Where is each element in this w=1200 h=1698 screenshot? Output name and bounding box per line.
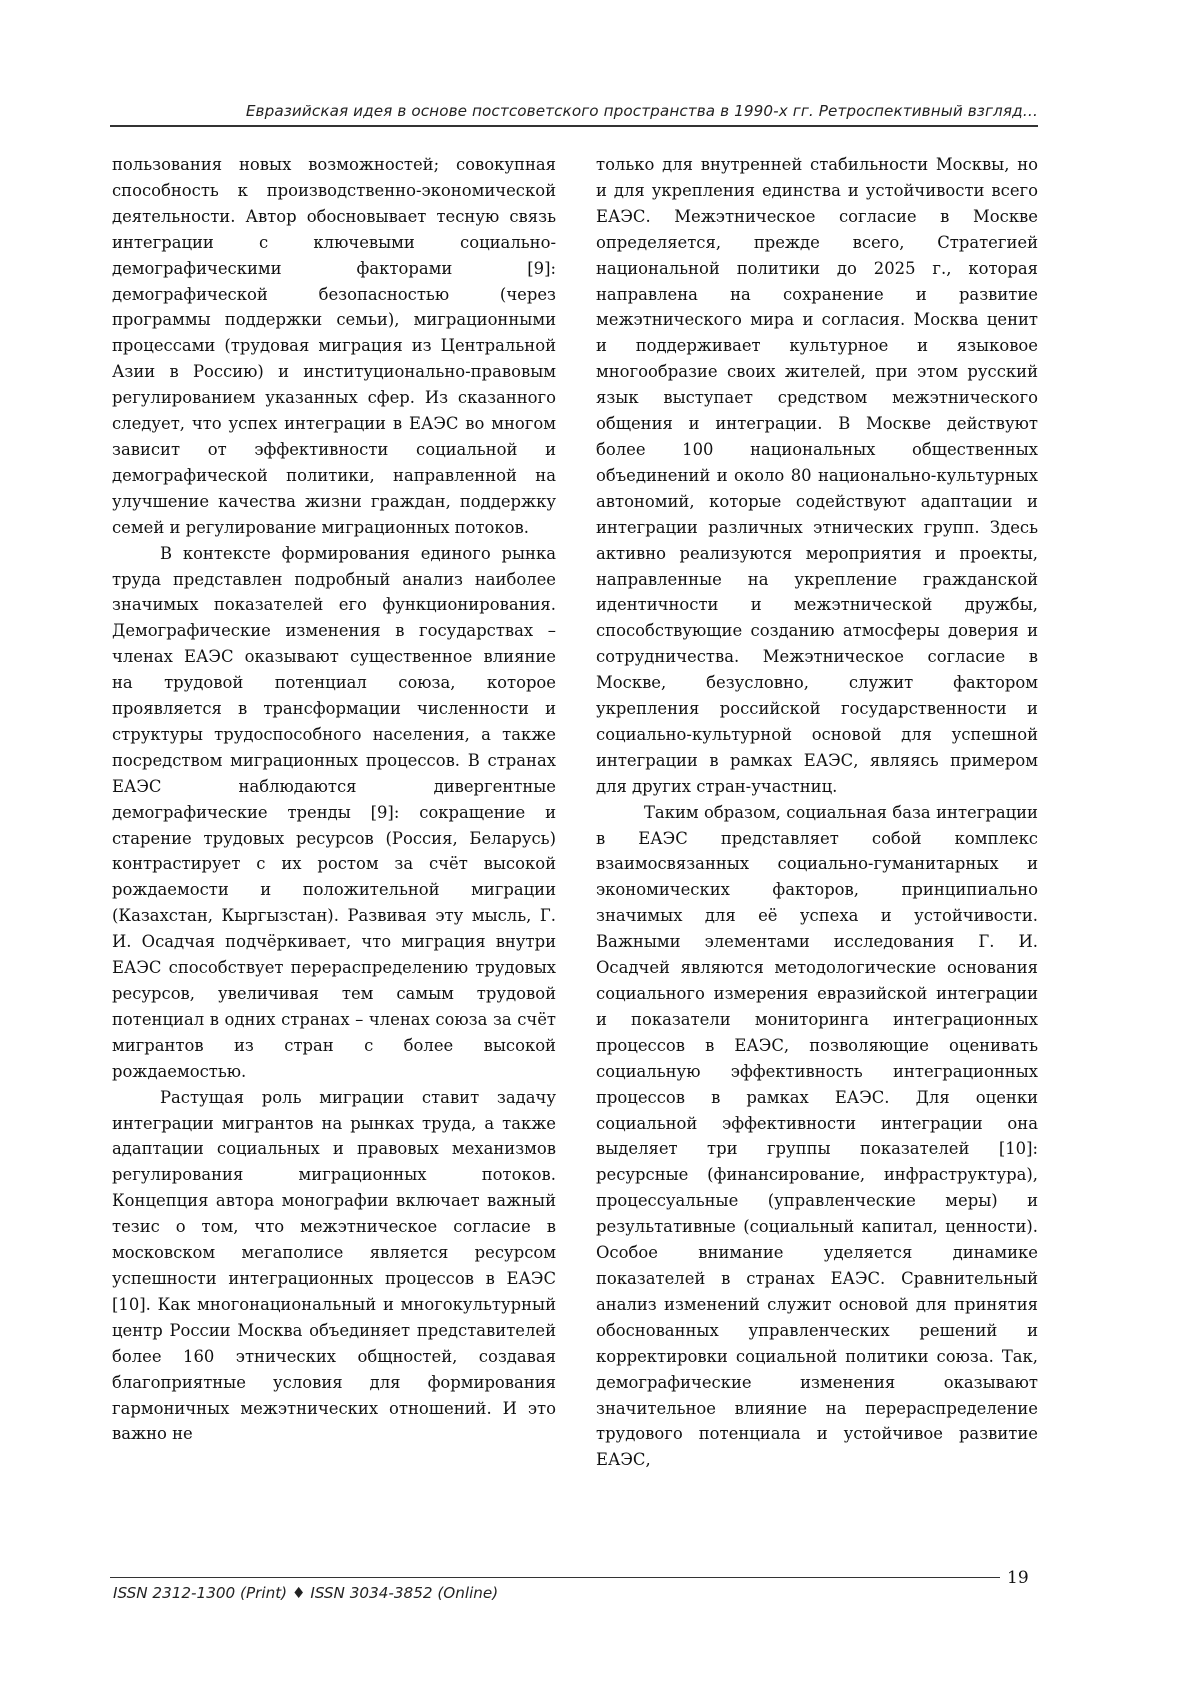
paragraph: пользования новых возможностей; совокупная способность к производственно-экономической деятельности. Автор обосновывает тесную связь интеграции с ключевыми социально-демографическими факторами [9]: демографической безопасностью (через программы поддержки семьи), миграционными процессами (трудовая миграция из Центральной Азии в Россию) и институционально-правовым регулированием указанных сфер. Из сказанного следует, что успех интеграции в ЕАЭС во многом зависит от эффективности социальной и демографической политики, направленной на улучшение качества жизни граждан, поддержку семей и регулирование миграционных потоков. bbox=[112, 155, 556, 537]
paragraph: Таким образом, социальная база интеграции в ЕАЭС представляет собой комплекс взаимосвязанных социально-гуманитарных и экономических факторов, принципиально значимых для её успеха и устойчивости. Важными элементами исследования Г. И. Осадчей являются методологические основания социального измерения евразийской интеграции и показатели мониторинга интеграционных процессов в ЕАЭС, позволяющие оценивать социальную эффективность интеграционных процессов в рамках ЕАЭС. Для оценки социальной эффективности интеграции она выделяет три группы показателей [10]: ресурсные (финансирование, инфраструктура), процессуальные (управленческие меры) и результативные (социальный капитал, ценности). Особое внимание уделяется динамике показателей в странах ЕАЭС. Сравнительный анализ изменений служит основой для принятия обоснованных управленческих решений и корректировки социальной политики союза. Так, демографические изменения оказывают значительное влияние на перераспределение трудового потенциала и устойчивое развитие ЕАЭС, bbox=[596, 802, 1038, 1470]
running-title: Евразийская идея в основе постсоветского пространства в 1990-х гг. Ретроспективный взгляд… bbox=[245, 102, 1038, 120]
right-column bbox=[596, 152, 1038, 1473]
header-rule bbox=[110, 125, 1038, 127]
paragraph: только для внутренней стабильности Москвы, но и для укрепления единства и устойчивости всего ЕАЭС. Межэтническое согласие в Москве определяется, прежде всего, Стратегией национальной политики до 2025 г., которая направлена на сохранение и развитие межэтнического мира и согласия. Москва ценит и поддерживает культурное и языковое многообразие своих жителей, при этом русский язык выступает средством межэтнического общения и интеграции. В Москве действуют более 100 национальных общественных объединений и около 80 национально-культурных автономий, которые содействуют адаптации и интеграции различных этнических групп. Здесь активно реализуются мероприятия и проекты, направленные на укрепление гражданской идентичности и межэтнической дружбы, способствующие созданию атмосферы доверия и сотрудничества. Межэтническое согласие в Москве, безусловно, служит фактором укрепления российской государственности и социально-культурной основой для успешной интеграции в рамках ЕАЭС, являясь примером для других стран-участниц. bbox=[596, 155, 1038, 796]
paragraph: Растущая роль миграции ставит задачу интеграции мигрантов на рынках труда, а также адаптации социальных и правовых механизмов регулирования миграционных потоков. Концепция автора монографии включает важный тезис о том, что межэтническое согласие в московском мегаполисе является ресурсом успешности интеграционных процессов в ЕАЭС [10]. Как многонациональный и многокультурный центр России Москва объединяет представителей более 160 этнических общностей, создавая благоприятные условия для формирования гармоничных межэтнических отношений. И это важно не bbox=[112, 1087, 556, 1444]
paragraph: В контексте формирования единого рынка труда представлен подробный анализ наиболее значимых показателей его функционирования. Демографические изменения в государствах – членах ЕАЭС оказывают существенное влияние на трудовой потенциал союза, которое проявляется в трансформации численности и структуры трудоспособного населения, а также посредством миграционных процессов. В странах ЕАЭС наблюдаются дивергентные демографические тренды [9]: сокращение и старение трудовых ресурсов (Россия, Беларусь) контрастирует с их ростом за счёт высокой рождаемости и положительной миграции (Казахстан, Кыргызстан). Развивая эту мысль, Г. И. Осадчая подчёркивает, что миграция внутри ЕАЭС способствует перераспределению трудовых ресурсов, увеличивая тем самым трудовой потенциал в одних странах – членах союза за счёт мигрантов из стран с более высокой рождаемостью. bbox=[112, 543, 556, 1081]
footer-rule bbox=[110, 1577, 1000, 1578]
footer-issn: ISSN 2312-1300 (Print) ♦ ISSN 3034-3852 (Online) bbox=[113, 1584, 499, 1602]
page-number: 19 bbox=[1007, 1568, 1029, 1588]
left-column bbox=[112, 152, 556, 1447]
